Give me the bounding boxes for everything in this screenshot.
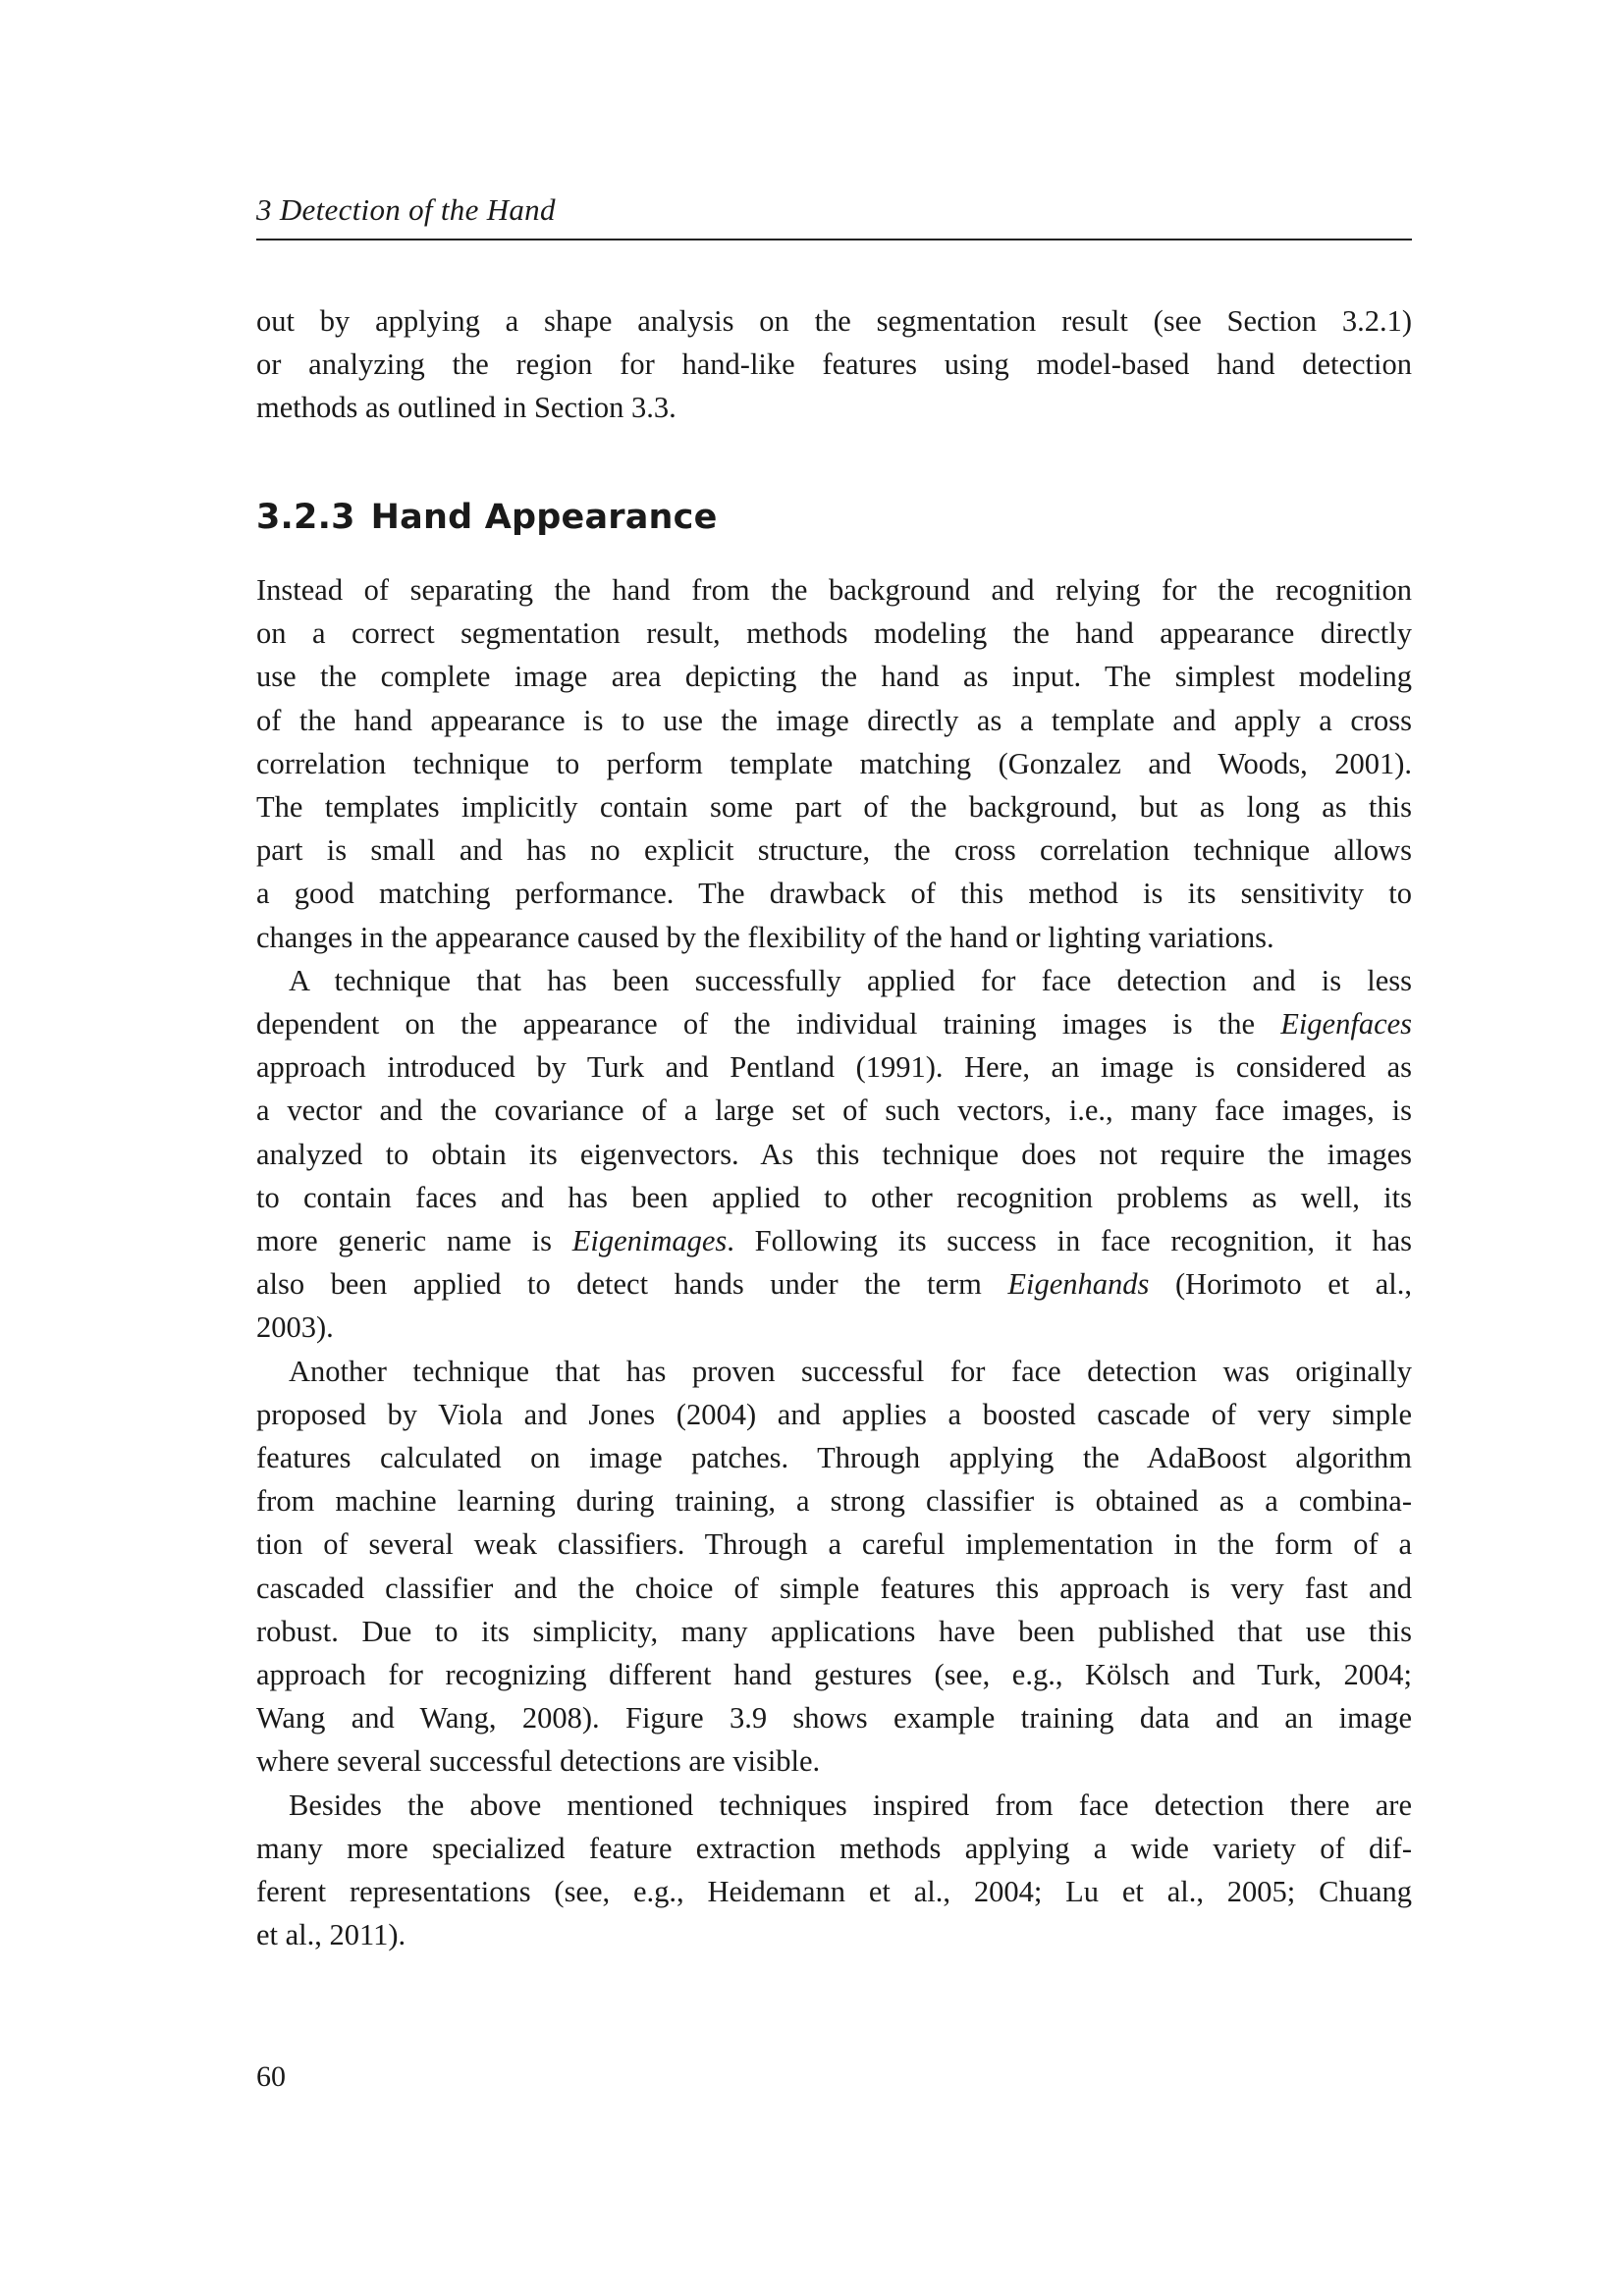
section-title: Hand Appearance [370,498,718,537]
paragraph [256,1350,1412,1784]
section-number: 3.2.3 [256,498,355,537]
text-segment: also been applied to detect hands under the term [256,1267,982,1302]
text-line [256,1002,1412,1045]
text-line: features calculated on image patches. Through applying the AdaBoost algorithm [256,1441,1412,1475]
text-line [256,1219,1412,1262]
text-line: 2003). [256,1310,334,1345]
text-line: or analyzing the region for hand-like features using model-based hand detection [256,347,1412,382]
text-line: cascaded classifier and the choice of simple features this approach is very fast and [256,1571,1412,1605]
text-segment: more generic name is [256,1224,552,1258]
text-line: A technique that has been successfully applied for face detection and is less [289,963,1412,997]
text-line: changes in the appearance caused by the flexibility of the hand or lighting variations. [256,920,1274,954]
text-line: use the complete image area depicting the hand as input. The simplest modeling [256,660,1412,694]
text-line: part is small and has no explicit structure, the cross correlation technique allows [256,833,1412,868]
paragraph [256,1784,1412,1957]
text-line: to contain faces and has been applied to other recognition problems as well, its [256,1180,1412,1214]
paragraph [256,568,1412,959]
paragraph [256,959,1412,1350]
text-segment: . Following its success in face recognition, it has [727,1224,1413,1258]
text-line: Besides the above mentioned techniques inspired from face detection there are [289,1788,1412,1822]
section-body [256,568,1412,1957]
text-line: a good matching performance. The drawback of this method is its sensitivity to [256,877,1412,911]
page-number: 60 [256,2060,286,2093]
emphasis-term: Eigenfaces [1280,1007,1413,1041]
intro-paragraph [256,299,1412,430]
text-line: Another technique that has proven successful for face detection was originally [289,1354,1412,1388]
section-heading [256,494,718,541]
text-line: where several successful detections are visible. [256,1744,821,1779]
text-line: methods as outlined in Section 3.3. [256,391,677,425]
text-line: out by applying a shape analysis on the segmentation result (see Section 3.2.1) [256,304,1412,338]
text-line: approach introduced by Turk and Pentland (1991). Here, an image is considered as [256,1050,1412,1085]
text-line: a vector and the covariance of a large set of such vectors, i.e., many face images, is [256,1094,1412,1128]
text-line: robust. Due to its simplicity, many applications have been published that use this [256,1614,1412,1648]
text-line: many more specialized feature extraction methods applying a wide variety of dif- [256,1831,1412,1865]
text-line: tion of several weak classifiers. Through a careful implementation in the form of a [256,1527,1412,1562]
header-rule [256,239,1412,240]
text-line: of the hand appearance is to use the image directly as a template and apply a cross [256,703,1412,737]
text-line [256,1262,1412,1306]
text-line: from machine learning during training, a strong classifier is obtained as a combina- [256,1484,1412,1519]
text-line: et al., 2011). [256,1918,406,1952]
text-line: approach for recognizing different hand gestures (see, e.g., Kölsch and Turk, 2004; [256,1658,1412,1692]
running-header: 3 Detection of the Hand [256,192,556,227]
text-line: on a correct segmentation result, methods modeling the hand appearance directly [256,616,1412,651]
text-line: The templates implicitly contain some part of the background, but as long as this [256,790,1412,825]
text-line: correlation technique to perform template matching (Gonzalez and Woods, 2001). [256,746,1412,780]
text-line: analyzed to obtain its eigenvectors. As this technique does not require the images [256,1137,1412,1171]
emphasis-term: Eigenimages [571,1224,728,1258]
emphasis-term: Eigenhands [1007,1267,1150,1302]
text-line: proposed by Viola and Jones (2004) and applies a boosted cascade of very simple [256,1397,1412,1431]
text-line: ferent representations (see, e.g., Heidemann et al., 2004; Lu et al., 2005; Chuang [256,1875,1412,1909]
text-line: Wang and Wang, 2008). Figure 3.9 shows example training data and an image [256,1701,1412,1735]
text-segment: dependent on the appearance of the individual training images is the [256,1007,1256,1041]
text-line: Instead of separating the hand from the background and relying for the recognition [256,573,1412,607]
text-segment: (Horimoto et al., [1174,1267,1412,1302]
